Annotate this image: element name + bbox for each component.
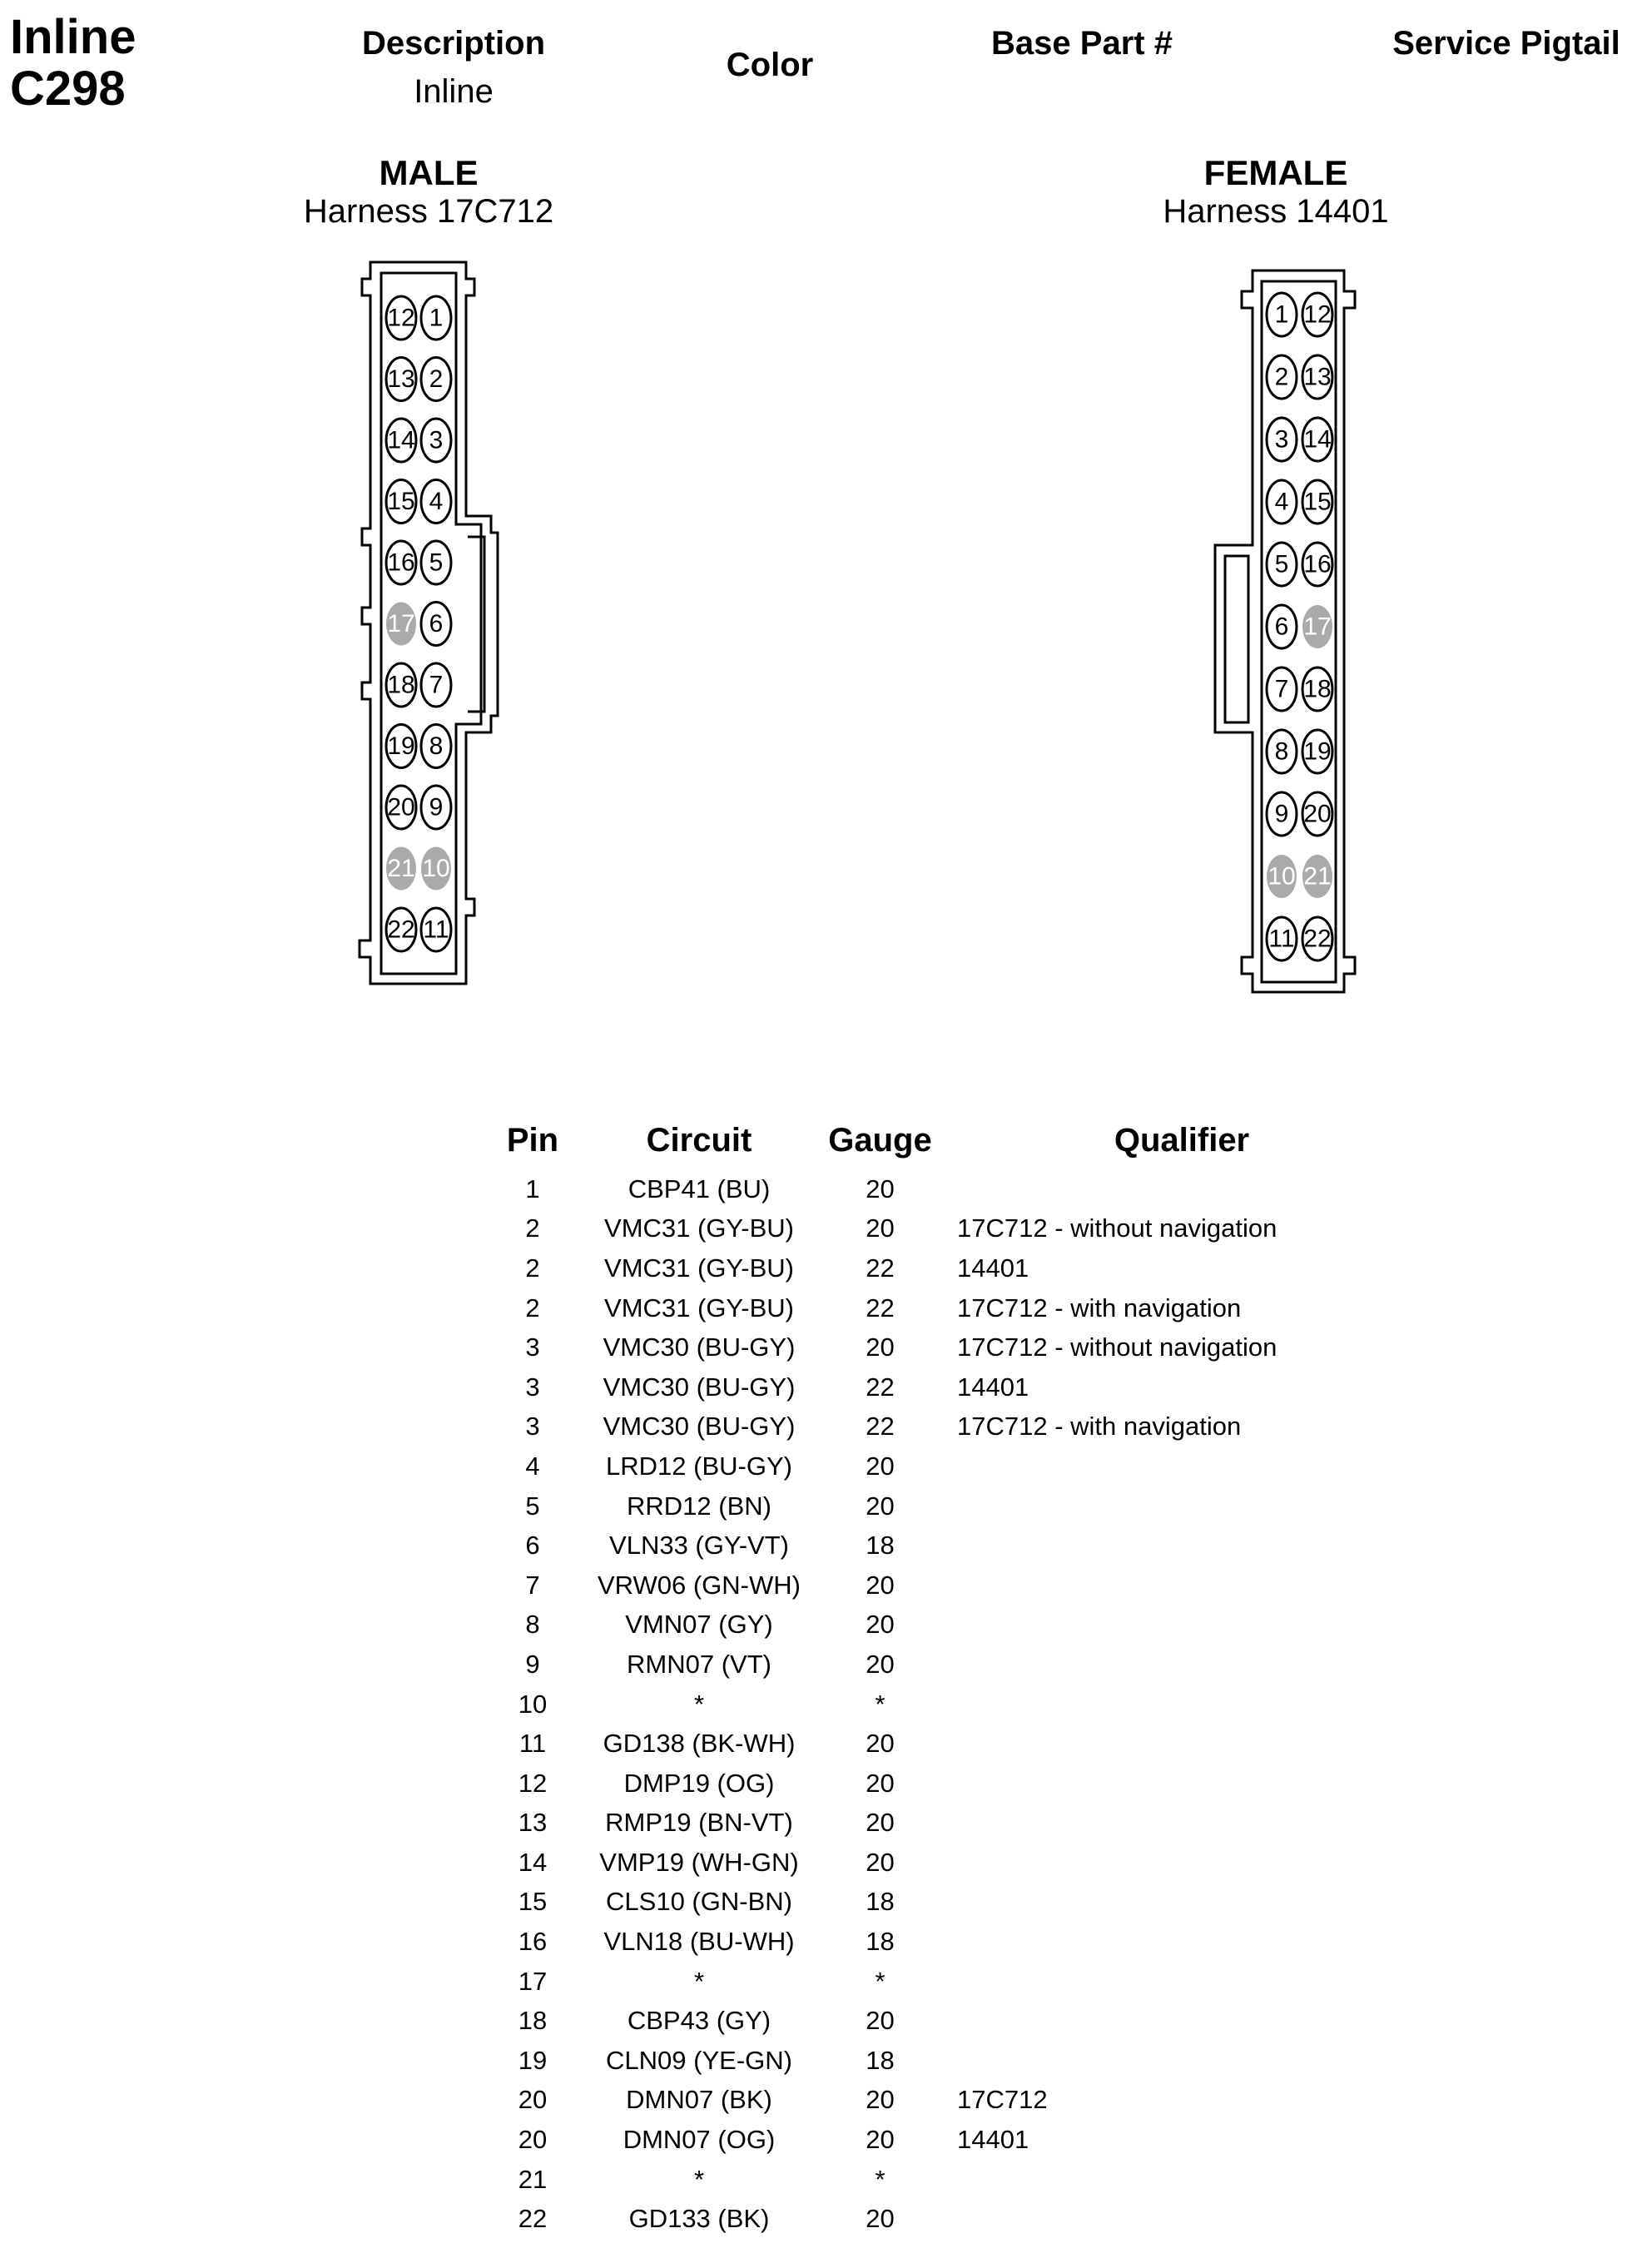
pin-cell: 20	[518, 2085, 548, 2115]
gauge-cell: 22	[866, 1412, 895, 1442]
table-row	[487, 2041, 1423, 2081]
gauge-cell: 20	[866, 1174, 895, 1203]
pin-cell: 18	[518, 2006, 548, 2036]
qualifier-header: Qualifier	[1114, 1121, 1250, 1159]
female-pin-label: 7	[1274, 675, 1289, 703]
qualifier-cell	[940, 1883, 1423, 1923]
female-pin-label: 12	[1303, 300, 1332, 329]
table-row	[487, 1962, 1423, 2002]
table-row	[487, 1685, 1423, 1724]
circuit-cell: VMC30 (BU-GY)	[603, 1372, 796, 1402]
female-pin-label: 2	[1274, 363, 1289, 391]
circuit-cell: CBP41 (BU)	[628, 1174, 771, 1203]
qualifier-cell: 17C712 - with navigation	[957, 1412, 1242, 1442]
qualifier-cell	[940, 2041, 1423, 2081]
gauge-cell: 20	[866, 1332, 895, 1362]
pin-cell: 21	[518, 2164, 548, 2194]
male-pin-label: 6	[429, 610, 444, 638]
qualifier-cell	[940, 1962, 1423, 2002]
table-row	[487, 1447, 1423, 1486]
gauge-cell: 20	[866, 1610, 895, 1640]
gauge-cell: 20	[866, 2125, 895, 2155]
gauge-cell: *	[875, 2164, 886, 2194]
circuit-cell: GD133 (BK)	[628, 2204, 770, 2234]
male-pin-label: 2	[429, 365, 444, 393]
circuit-cell: RMN07 (VT)	[627, 1649, 771, 1679]
table-row	[487, 1248, 1423, 1288]
qualifier-cell	[940, 1764, 1423, 1804]
gauge-cell: 20	[866, 1808, 895, 1838]
pin-table	[487, 1111, 1423, 2239]
male-label: MALE	[379, 153, 479, 192]
female-pin-label: 6	[1274, 613, 1289, 641]
qualifier-cell	[940, 1486, 1423, 1526]
table-row	[487, 2120, 1423, 2160]
pin-cell: 3	[525, 1332, 540, 1362]
pin-cell: 22	[518, 2204, 548, 2234]
qualifier-cell	[940, 1685, 1423, 1724]
pin-header: Pin	[506, 1121, 559, 1159]
table-row	[487, 2001, 1423, 2041]
female-pin-label: 3	[1274, 425, 1289, 454]
female-label: FEMALE	[1203, 153, 1348, 192]
pin-cell: 14	[518, 1847, 548, 1877]
gauge-cell: 18	[866, 1531, 895, 1561]
male-pin-label: 14	[387, 426, 415, 454]
male-pin-label: 11	[423, 916, 449, 944]
pin-cell: 2	[525, 1253, 540, 1283]
qualifier-cell	[940, 1804, 1423, 1844]
color-label: Color	[726, 47, 814, 83]
circuit-cell: DMP19 (OG)	[623, 1768, 775, 1798]
pin-cell: 13	[518, 1808, 548, 1838]
male-harness: Harness 17C712	[303, 193, 554, 230]
qualifier-cell	[940, 1566, 1423, 1605]
circuit-cell: RRD12 (BN)	[627, 1491, 771, 1521]
circuit-cell: VLN18 (BU-WH)	[603, 1927, 795, 1957]
circuit-cell: CLS10 (GN-BN)	[606, 1887, 792, 1917]
male-pin-label: 18	[387, 671, 415, 699]
service-pigtail-label: Service Pigtail	[1392, 25, 1620, 62]
description-value: Inline	[414, 73, 494, 110]
table-row	[487, 2199, 1423, 2239]
pin-cell: 2	[525, 1213, 540, 1243]
female-pin-label: 9	[1274, 800, 1289, 828]
gauge-cell: 20	[866, 1451, 895, 1481]
pin-table-header	[487, 1111, 1423, 1169]
male-pin-label: 13	[387, 365, 415, 393]
pin-cell: 9	[525, 1649, 540, 1679]
pin-cell: 11	[518, 1729, 547, 1759]
table-row	[487, 1209, 1423, 1249]
qualifier-cell	[940, 1526, 1423, 1566]
pin-cell: 6	[525, 1531, 540, 1561]
female-pin-label: 11	[1268, 925, 1295, 953]
circuit-header: Circuit	[646, 1121, 752, 1159]
female-harness: Harness 14401	[1163, 193, 1389, 230]
circuit-cell: VRW06 (GN-WH)	[598, 1570, 801, 1600]
male-pin-label: 19	[387, 732, 415, 760]
qualifier-cell	[940, 1645, 1423, 1685]
gauge-cell: 20	[866, 2204, 895, 2234]
female-pin-label: 14	[1303, 425, 1332, 454]
description-label: Description	[361, 25, 546, 62]
gauge-cell: *	[875, 1689, 886, 1719]
male-pin-label: 16	[387, 548, 415, 577]
qualifier-cell: 14401	[957, 1372, 1029, 1402]
circuit-cell: DMN07 (OG)	[623, 2125, 776, 2155]
circuit-cell: VMN07 (GY)	[625, 1610, 773, 1640]
base-part-label: Base Part #	[991, 25, 1173, 62]
female-pin-label: 17	[1303, 613, 1332, 641]
pin-cell: 19	[518, 2045, 548, 2075]
female-pin-label: 15	[1303, 488, 1332, 516]
circuit-cell: LRD12 (BU-GY)	[606, 1451, 792, 1481]
pin-cell: 20	[518, 2125, 548, 2155]
male-pin-label: 3	[429, 426, 444, 454]
female-pin-label: 19	[1303, 737, 1332, 766]
male-pin-label: 10	[422, 855, 450, 882]
gauge-cell: 18	[866, 1887, 895, 1917]
table-row	[487, 1724, 1423, 1764]
circuit-cell: *	[693, 1966, 705, 1996]
pin-cell: 3	[525, 1412, 540, 1442]
pin-cell: 4	[525, 1451, 540, 1481]
circuit-cell: CBP43 (GY)	[627, 2006, 771, 2036]
qualifier-cell	[940, 1169, 1423, 1209]
male-pin-label: 1	[429, 304, 444, 332]
female-pin-label: 5	[1274, 550, 1289, 578]
qualifier-cell	[940, 2160, 1423, 2200]
qualifier-cell	[940, 1922, 1423, 1962]
gauge-header: Gauge	[828, 1121, 932, 1159]
qualifier-cell	[940, 1724, 1423, 1764]
table-row	[487, 2081, 1423, 2121]
gauge-cell: 20	[866, 1768, 895, 1798]
circuit-cell: VMC31 (GY-BU)	[604, 1253, 794, 1283]
male-pin-label: 7	[429, 671, 444, 699]
circuit-cell: CLN09 (YE-GN)	[606, 2045, 792, 2075]
pin-cell: 16	[518, 1927, 548, 1957]
circuit-cell: DMN07 (BK)	[626, 2085, 772, 2115]
qualifier-cell	[940, 2001, 1423, 2041]
gauge-cell: 22	[866, 1293, 895, 1322]
qualifier-cell: 17C712	[957, 2085, 1048, 2115]
title-line-2: C298	[10, 62, 126, 116]
gauge-cell: 18	[866, 1927, 895, 1957]
gauge-cell: 22	[866, 1372, 895, 1402]
qualifier-cell: 17C712 - with navigation	[957, 1293, 1242, 1322]
male-pin-label: 8	[429, 732, 444, 760]
qualifier-cell	[940, 1843, 1423, 1883]
gauge-cell: 20	[866, 1729, 895, 1759]
male-pin-label: 4	[429, 488, 444, 515]
female-pin-label: 18	[1303, 675, 1332, 703]
female-pin-label: 13	[1303, 363, 1332, 391]
table-row	[487, 1288, 1423, 1328]
male-pin-label: 5	[429, 548, 444, 577]
pin-cell: 7	[525, 1570, 540, 1600]
male-pin-label: 9	[429, 793, 444, 821]
male-pin-label: 17	[387, 610, 415, 638]
pin-cell: 1	[525, 1174, 540, 1203]
table-row	[487, 1605, 1423, 1645]
female-pin-label: 21	[1303, 862, 1332, 891]
gauge-cell: 22	[866, 1253, 895, 1283]
female-pin-label: 22	[1303, 925, 1332, 953]
male-pin-label: 21	[387, 855, 415, 882]
gauge-cell: 20	[866, 1491, 895, 1521]
female-pin-label: 8	[1274, 737, 1289, 766]
female-pin-label: 1	[1274, 300, 1289, 329]
table-row	[487, 1645, 1423, 1685]
gauge-cell: 20	[866, 2006, 895, 2036]
circuit-cell: VLN33 (GY-VT)	[609, 1531, 789, 1561]
pin-cell: 17	[518, 1966, 548, 1996]
male-connector-diagram	[350, 250, 516, 999]
pin-cell: 12	[518, 1768, 548, 1798]
gauge-cell: 20	[866, 2085, 895, 2115]
female-pin-label: 4	[1274, 488, 1289, 516]
table-row	[487, 1486, 1423, 1526]
table-row	[487, 1566, 1423, 1605]
gauge-cell: 20	[866, 1649, 895, 1679]
pin-cell: 5	[525, 1491, 540, 1521]
table-row	[487, 1764, 1423, 1804]
pin-cell: 2	[525, 1293, 540, 1322]
table-row	[487, 1367, 1423, 1407]
circuit-cell: *	[693, 2164, 705, 2194]
female-pin-label: 16	[1303, 550, 1332, 578]
qualifier-cell	[940, 1605, 1423, 1645]
male-pin-label: 15	[387, 488, 415, 515]
pin-cell: 8	[525, 1610, 540, 1640]
pin-cell: 15	[518, 1887, 548, 1917]
qualifier-cell: 17C712 - without navigation	[957, 1213, 1277, 1243]
table-row	[487, 2160, 1423, 2200]
qualifier-cell: 17C712 - without navigation	[957, 1332, 1277, 1362]
circuit-cell: GD138 (BK-WH)	[603, 1729, 796, 1759]
circuit-cell: VMC31 (GY-BU)	[604, 1293, 794, 1322]
table-row	[487, 1327, 1423, 1367]
female-connector-diagram	[1207, 258, 1373, 1007]
male-pin-label: 12	[387, 304, 415, 332]
circuit-cell: VMP19 (WH-GN)	[599, 1847, 799, 1877]
male-pin-label: 20	[387, 793, 415, 821]
gauge-cell: 18	[866, 2045, 895, 2075]
gauge-cell: 20	[866, 1213, 895, 1243]
qualifier-cell: 14401	[957, 1253, 1029, 1283]
female-pin-label: 10	[1268, 862, 1296, 891]
table-row	[487, 1843, 1423, 1883]
gauge-cell: 20	[866, 1847, 895, 1877]
connector-title	[10, 12, 136, 115]
male-pin-label: 22	[387, 916, 415, 944]
pin-cell: 3	[525, 1372, 540, 1402]
qualifier-cell	[940, 1447, 1423, 1486]
circuit-cell: VMC30 (BU-GY)	[603, 1332, 796, 1362]
qualifier-cell	[940, 2199, 1423, 2239]
gauge-cell: *	[875, 1966, 886, 1996]
female-pin-label: 20	[1303, 800, 1332, 828]
qualifier-cell: 14401	[957, 2125, 1029, 2155]
table-row	[487, 1922, 1423, 1962]
circuit-cell: VMC30 (BU-GY)	[603, 1412, 796, 1442]
table-row	[487, 1526, 1423, 1566]
circuit-cell: RMP19 (BN-VT)	[605, 1808, 793, 1838]
table-row	[487, 1407, 1423, 1447]
table-row	[487, 1883, 1423, 1923]
gauge-cell: 20	[866, 1570, 895, 1600]
circuit-cell: *	[693, 1689, 705, 1719]
pin-cell: 10	[518, 1689, 548, 1719]
table-row	[487, 1169, 1423, 1209]
circuit-cell: VMC31 (GY-BU)	[604, 1213, 794, 1243]
table-row	[487, 1804, 1423, 1844]
title-line-1: Inline	[10, 10, 136, 64]
